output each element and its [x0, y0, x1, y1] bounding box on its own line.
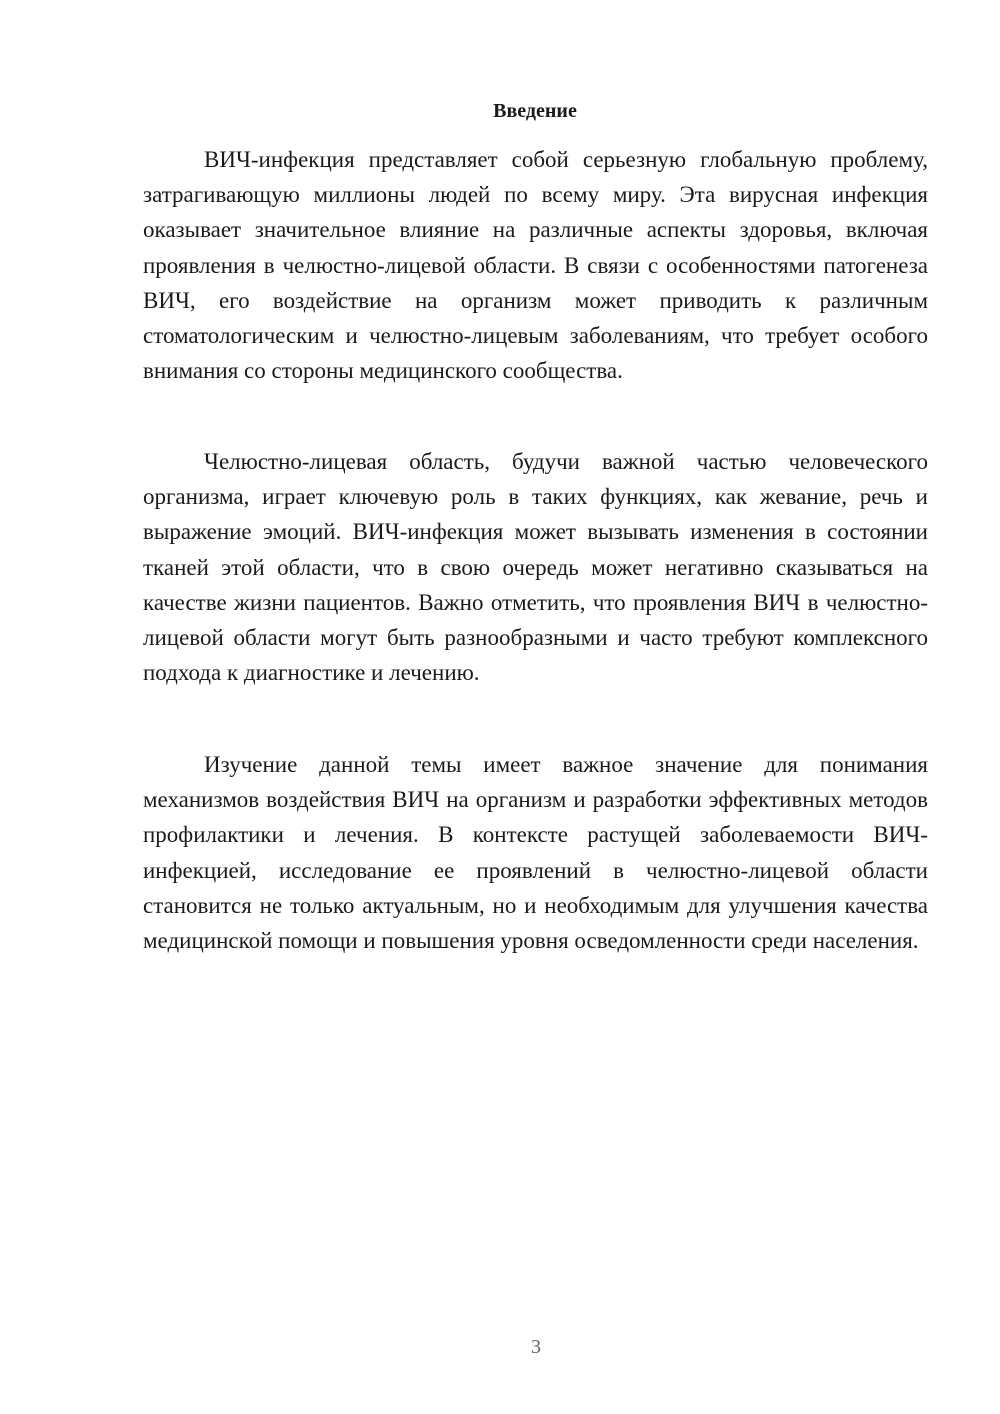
page-number: 3: [531, 1336, 541, 1358]
paragraph-2: Челюстно-лицевая область, будучи важной частью человеческого организма, играет ключевую роль в таких функциях, как жевание, речь и выражение эмоций. ВИЧ-инфекция может вызывать изменения в состоянии тканей этой области, что в свою очередь может негативно сказываться на качестве жизни пациентов. Важно отметить, что проявления ВИЧ в челюстно-лицевой области могут быть разнообразными и часто требуют комплексного подхода к диагностике и лечению.: [143, 449, 928, 686]
paragraph-3: Изучение данной темы имеет важное значение для понимания механизмов воздействия ВИЧ на организм и разработки эффективных методов профилактики и лечения. В контексте растущей заболеваемости ВИЧ-инфекцией, исследование ее проявлений в челюстно-лицевой области становится не только актуальным, но и необходимым для улучшения качества медицинской помощи и повышения уровня осведомленности среди населения.: [143, 752, 928, 954]
paragraph-1: ВИЧ-инфекция представляет собой серьезную глобальную проблему, затрагивающую миллионы людей по всему миру. Эта вирусная инфекция оказывает значительное влияние на различные аспекты здоровья, включая проявления в челюстно-лицевой области. В связи с особенностями патогенеза ВИЧ, его воздействие на организм может приводить к различным стоматологическим и челюстно-лицевым заболеваниям, что требует особого внимания со стороны медицинского сообщества.: [143, 147, 928, 384]
section-heading: Введение: [493, 100, 577, 122]
